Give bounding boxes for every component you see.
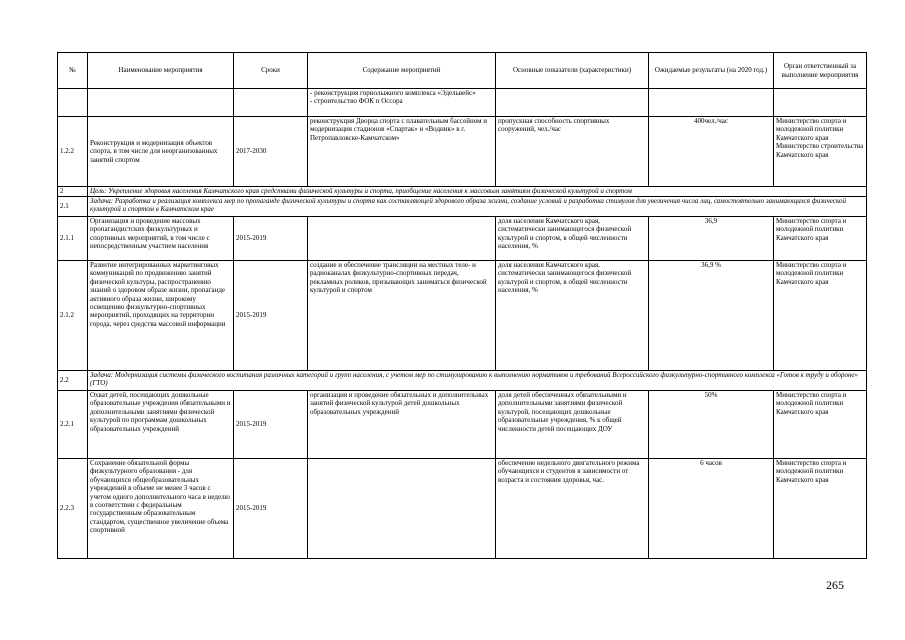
cell-term: 2015-2019 xyxy=(234,261,308,371)
header-num: № xyxy=(58,53,88,89)
cell-indicators: доля населения Камчатского края, систематически занимающегося физической культурой и спортом, в общей численности населения, % xyxy=(496,217,649,261)
cell-num: 2.1.2 xyxy=(58,261,88,371)
cell-num: 2.1 xyxy=(58,197,88,217)
header-name: Наименование мероприятия xyxy=(88,53,234,89)
cell-org: Министерство спорта и молодежной политики Камчатского края xyxy=(774,391,867,459)
cell-content xyxy=(308,459,496,559)
task-row xyxy=(58,371,867,391)
cell-indicators: пропускная способность спортивных сооружений, чел./час xyxy=(496,117,649,187)
org-line: Министерство спорта и молодежной политики Камчатского края xyxy=(776,117,847,142)
cell-content: реконструкция Дворца спорта с плавательным бассейном и модернизация стадионов «Спартак» и «Водник» в г. Петропавловске-Камчатском» xyxy=(308,117,496,187)
task-text: Задача: Модернизация системы физического воспитания различных категорий и групп населения, с учетом мер по стимулированию к выполнению нормативов и требований Всероссийского физкультурно-спортивного комплекса «Готов к труду и обороне» (ГТО) xyxy=(88,371,867,391)
cell-content xyxy=(308,89,496,117)
cell-results: 50% xyxy=(649,391,774,459)
cell-name: Организация и проведение массовых пропагандистских физкультурных и спортивных мероприятий, в том числе с непосредственным участием населения xyxy=(88,217,234,261)
task-row xyxy=(58,197,867,217)
header-org: Орган ответственный за выполнение мероприятия xyxy=(774,53,867,89)
cell-org: Министерство спорта и молодежной политики Камчатского края xyxy=(774,217,867,261)
cell-num: 2.2.3 xyxy=(58,459,88,559)
cell-org xyxy=(774,117,867,187)
measures-table xyxy=(57,52,867,559)
header-results: Ожидаемые результаты (на 2020 год.) xyxy=(649,53,774,89)
cell-content: создание и обеспечение трансляции на местных теле- и радиоканалах физкультурно-спортивных передач, рекламных роликов, призывающих заниматься физической культурой и спортом xyxy=(308,261,496,371)
table-row xyxy=(58,89,867,117)
table-row xyxy=(58,391,867,459)
cell-term: 2015-2019 xyxy=(234,459,308,559)
cell-num: 2.2 xyxy=(58,371,88,391)
table-row xyxy=(58,117,867,187)
cell-term: 2015-2019 xyxy=(234,217,308,261)
cell-indicators: обеспечение недельного двигательного режима обучающихся и студентов в зависимости от возраста и состояния здоровья, час. xyxy=(496,459,649,559)
header-term: Сроки xyxy=(234,53,308,89)
content-line: - реконструкция горнолыжного комплекса «Эдельвейс» xyxy=(310,89,476,97)
cell-org: Министерство спорта и молодежной политики Камчатского края xyxy=(774,459,867,559)
goal-text: Цель: Укрепление здоровья населения Камчатского края средствами физической культуры и спорта, приобщение населения к массовым занятиям физической культурой и спортом xyxy=(88,187,867,197)
cell-results: 400чел./час xyxy=(649,117,774,187)
cell-content xyxy=(308,217,496,261)
cell-num: 2 xyxy=(58,187,88,197)
cell-name: Охват детей, посещающих дошкольные образовательные учреждения обязательными и дополнительными занятиями физической культурой по программам дошкольных образовательных учреждений xyxy=(88,391,234,459)
cell-results: 36,9 xyxy=(649,217,774,261)
cell-term: 2015-2019 xyxy=(234,391,308,459)
cell-results: 6 часов xyxy=(649,459,774,559)
cell-name: Развитие интегрированных маркетинговых коммуникаций по продвижению занятий физической культуры, распространению знаний о здоровом образе жизни, пропаганде активного образа жизни, широкому освещению физкультурно-спортивных мероприятий, проходящих на территории города, через средства массовой информации xyxy=(88,261,234,371)
cell-org: Министерство спорта и молодежной политики Камчатского края xyxy=(774,261,867,371)
table-row xyxy=(58,217,867,261)
cell-name: Сохранение обязательной формы физкультурного образования - для обучающихся общеобразовательных учреждений в объеме не менее 3 часов с учетом одного дополнительного часа в неделю в соответствии с федеральным государственным образовательным стандартом, существенное увеличение объема спортивной xyxy=(88,459,234,559)
header-row xyxy=(58,53,867,89)
table-row xyxy=(58,261,867,371)
org-line: Министерство строительства Камчатского края xyxy=(776,142,864,159)
header-content: Содержание мероприятий xyxy=(308,53,496,89)
cell-content: организация и проведение обязательных и дополнительных занятий физической культурой детей дошкольных образовательных учреждений xyxy=(308,391,496,459)
table-row xyxy=(58,459,867,559)
content-line: - строительство ФОК п Оссора xyxy=(310,97,403,106)
cell-indicators: доля населения Камчатского края, систематически занимающегося физической культурой и спортом, в общей численности населения, % xyxy=(496,261,649,371)
cell-num: 2.1.1 xyxy=(58,217,88,261)
task-text: Задача: Разработка и реализация комплекса мер по пропаганде физической культуры и спорта как составляющей здорового образа жизни, создание условий и разработка стимулов для увеличения числа лиц, самостоятельно занимающихся физической культурой и спортом в Камчатском крае xyxy=(88,197,867,217)
cell-name: Реконструкция и модернизация объектов спорта, в том числе для неорганизованных занятий спортом xyxy=(88,117,234,187)
cell-indicators: доля детей обеспеченных обязательными и дополнительными занятиями физической культурой, посещающих дошкольные образовательные учреждения, % к общей численности детей посещающих ДОУ xyxy=(496,391,649,459)
header-indicators: Основные показатели (характеристики) xyxy=(496,53,649,89)
page-number: 265 xyxy=(826,578,844,592)
goal-row xyxy=(58,187,867,197)
cell-num: 1.2.2 xyxy=(58,117,88,187)
cell-results: 36,9 % xyxy=(649,261,774,371)
cell-term: 2017-2030 xyxy=(234,117,308,187)
cell-num: 2.2.1 xyxy=(58,391,88,459)
